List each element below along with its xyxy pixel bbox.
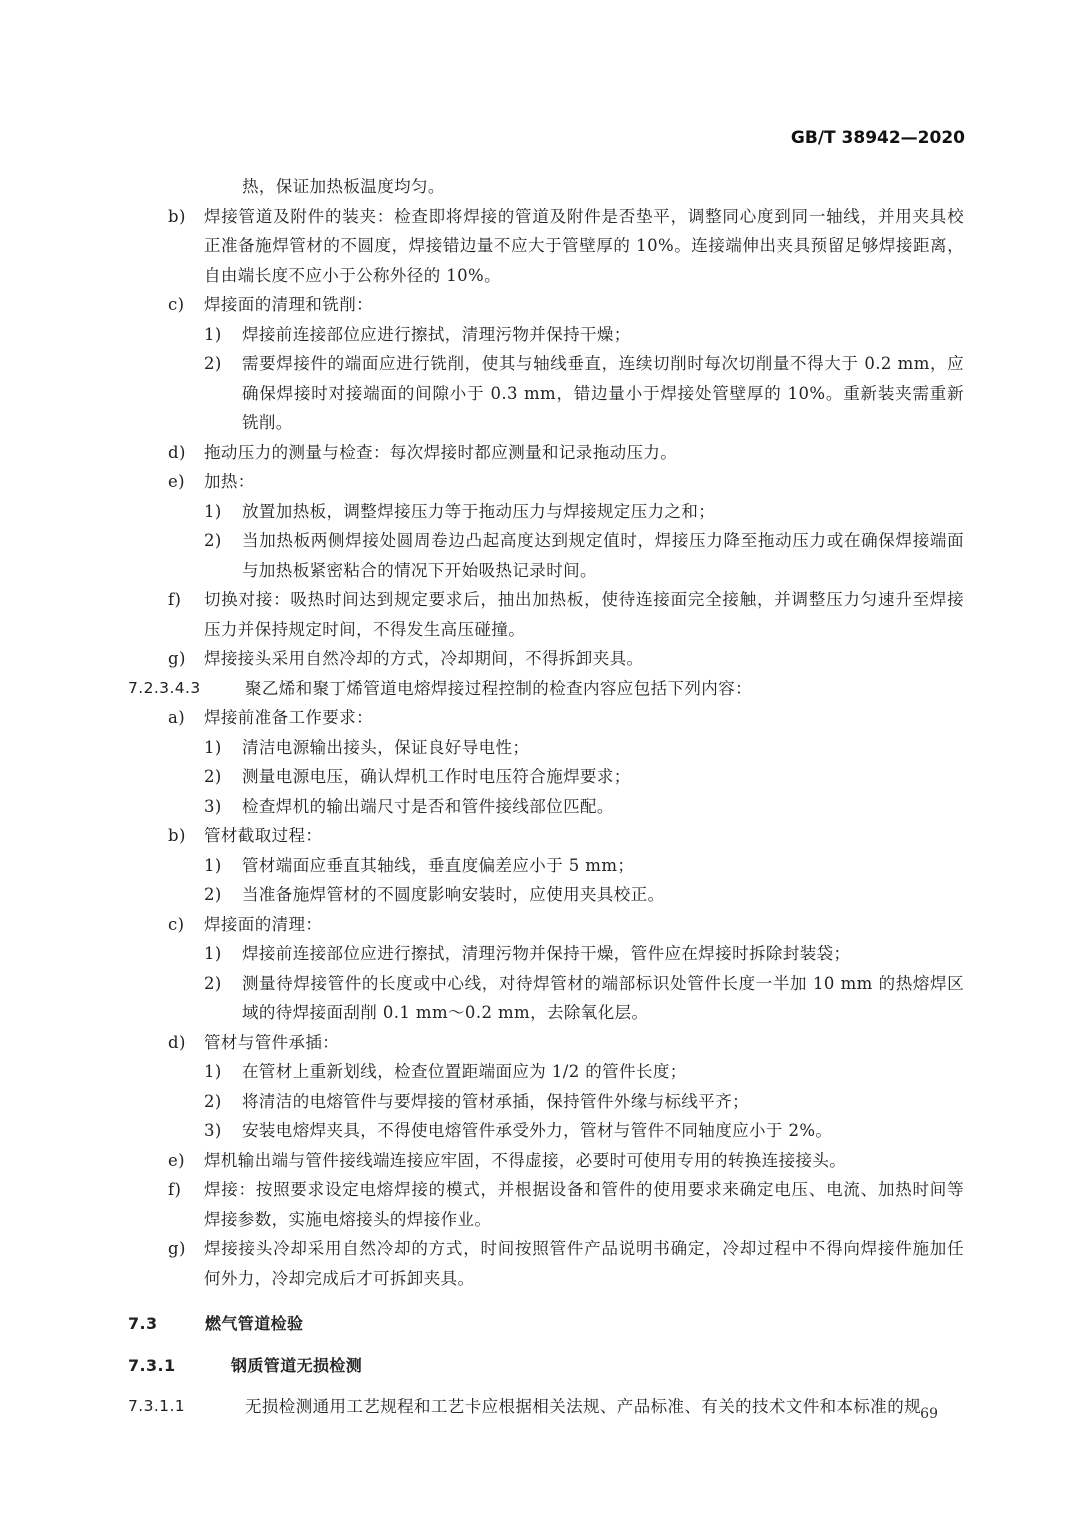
sub-list-item — [0, 733, 1080, 763]
item-text: 将清洁的电熔管件与要焊接的管材承插，保持管件外缘与标线平齐； — [242, 1091, 749, 1111]
item-number: 2) — [204, 885, 222, 904]
item-number: f) — [168, 590, 182, 609]
item-number: 2) — [204, 973, 222, 993]
sub-list-item — [0, 851, 1080, 881]
item-text: 安装电熔焊夹具，不得使电熔管件承受外力，管材与管件不同轴度应小于 2%。 — [242, 1121, 833, 1140]
item-number: 1) — [204, 501, 222, 521]
item-text: 焊接：按照要求设定电熔焊接的模式，并根据设备和管件的使用要求来确定电压、电流、加热时间等焊接参数，实施电熔接头的焊接作业。 — [204, 1180, 964, 1229]
item-number: f) — [168, 1180, 182, 1199]
item-text: 测量电源电压，确认焊机工作时电压符合施焊要求； — [242, 767, 631, 786]
item-text: 管材截取过程： — [204, 826, 323, 845]
list-item — [0, 438, 1080, 468]
item-text: 焊接接头冷却采用自然冷却的方式，时间按照管件产品说明书确定，冷却过程中不得向焊接件施加任何外力，冷却完成后才可拆卸夹具。 — [204, 1239, 964, 1288]
item-text: 焊接管道及附件的装夹：检查即将焊接的管道及附件是否垫平，调整同心度到同一轴线，并用夹具校正准备施焊管材的不圆度，焊接错边量不应大于管壁厚的 10%。连接端伸出夹具预留足够焊接距离，自由端长度不应小于公称外径的 10%。 — [204, 206, 964, 285]
list-item — [0, 910, 1080, 940]
item-number: 7.3.1.1 — [128, 1397, 186, 1415]
sub-list-item — [0, 762, 1080, 792]
item-number: g) — [168, 1239, 186, 1258]
item-number: 2) — [204, 354, 222, 373]
item-number: 2) — [204, 767, 222, 786]
item-number: b) — [168, 826, 186, 845]
item-number: c) — [168, 914, 185, 934]
list-item — [0, 703, 1080, 733]
item-text: 需要焊接件的端面应进行铣削，使其与轴线垂直，连续切削时每次切削量不得大于 0.2 mm，应确保焊接时对接端面的间隙小于 0.3 mm，错边量小于焊接处管壁厚的 10%。重新装夹需重新铣削。 — [242, 354, 964, 432]
item-text: 聚乙烯和聚丁烯管道电熔焊接过程控制的检查内容应包括下列内容： — [245, 678, 752, 698]
item-text: 管材与管件承插： — [204, 1032, 340, 1052]
standard-code: GB/T 38942—2020 — [790, 128, 965, 148]
list-item — [0, 821, 1080, 851]
item-text: 焊接接头采用自然冷却的方式，冷却期间，不得拆卸夹具。 — [204, 649, 644, 668]
item-number: 3) — [204, 1121, 222, 1140]
clause — [0, 674, 1080, 704]
sub-list-item — [0, 320, 1080, 350]
item-text: 焊接面的清理： — [204, 914, 323, 934]
item-text: 焊接前准备工作要求： — [204, 708, 373, 727]
item-text: 热，保证加热板温度均匀。 — [242, 177, 445, 196]
item-number: 1) — [204, 855, 222, 875]
item-number: b) — [168, 206, 186, 226]
item-number: d) — [168, 1032, 186, 1052]
list-item — [0, 202, 1080, 291]
item-number: 1) — [204, 1062, 222, 1081]
item-text: 焊接面的清理和铣削： — [204, 295, 373, 314]
document-body — [0, 172, 1080, 1422]
item-text: 放置加热板，调整焊接压力等于拖动压力与焊接规定压力之和； — [242, 501, 716, 521]
item-text: 切换对接：吸热时间达到规定要求后，抽出加热板，使待连接面完全接触，并调整压力匀速升至焊接压力并保持规定时间，不得发生高压碰撞。 — [204, 590, 964, 639]
list-item — [0, 467, 1080, 497]
sub-list-item — [0, 497, 1080, 527]
sub-list-item — [0, 1057, 1080, 1087]
list-item — [0, 1028, 1080, 1058]
item-number: 1) — [204, 944, 222, 963]
sub-list-item — [0, 349, 1080, 438]
item-text: 测量待焊接管件的长度或中心线，对待焊管材的端部标识处管件长度一半加 10 mm 的热熔焊区域的待焊接面刮削 0.1 mm～0.2 mm，去除氧化层。 — [242, 973, 964, 1022]
sub-list-item — [0, 1116, 1080, 1146]
item-number: c) — [168, 295, 185, 314]
clause — [0, 1392, 1080, 1422]
item-text: 钢质管道无损检测 — [231, 1355, 363, 1375]
item-text: 焊接前连接部位应进行擦拭，清理污物并保持干燥； — [242, 324, 631, 344]
item-number: 1) — [204, 737, 222, 757]
item-text: 在管材上重新划线，检查位置距端面应为 1/2 的管件长度； — [242, 1062, 687, 1081]
item-text: 拖动压力的测量与检查：每次焊接时都应测量和记录拖动压力。 — [204, 442, 678, 462]
item-number: d) — [168, 442, 186, 462]
page-number: 69 — [920, 1406, 938, 1422]
sub-list-item — [0, 880, 1080, 910]
sub-list-item — [0, 939, 1080, 969]
item-number: 7.3 — [128, 1314, 158, 1333]
item-text: 加热： — [204, 472, 255, 491]
item-text: 清洁电源输出接头，保证良好导电性； — [242, 737, 530, 757]
item-text: 检查焊机的输出端尺寸是否和管件接线部位匹配。 — [242, 796, 614, 816]
list-item — [0, 644, 1080, 674]
list-item — [0, 585, 1080, 644]
sub-list-item — [0, 969, 1080, 1028]
continuation-text — [0, 172, 1080, 202]
item-number: e) — [168, 1150, 186, 1170]
item-text: 燃气管道检验 — [205, 1314, 304, 1333]
item-text: 管材端面应垂直其轴线，垂直度偏差应小于 5 mm； — [242, 855, 635, 875]
item-text: 当准备施焊管材的不圆度影响安装时，应使用夹具校正。 — [242, 885, 665, 904]
item-text: 无损检测通用工艺规程和工艺卡应根据相关法规、产品标准、有关的技术文件和本标准的规 — [245, 1397, 921, 1416]
item-number: 2) — [204, 531, 222, 550]
item-number: a) — [168, 708, 186, 727]
item-number: e) — [168, 472, 186, 491]
sub-list-item — [0, 792, 1080, 822]
list-item — [0, 1234, 1080, 1293]
item-number: g) — [168, 649, 186, 668]
sub-list-item — [0, 1087, 1080, 1117]
item-number: 2) — [204, 1091, 222, 1111]
sub-list-item — [0, 526, 1080, 585]
item-number: 7.2.3.4.3 — [128, 678, 201, 697]
list-item — [0, 1175, 1080, 1234]
list-item — [0, 1146, 1080, 1176]
item-text: 当加热板两侧焊接处圆周卷边凸起高度达到规定值时，焊接压力降至拖动压力或在确保焊接端面与加热板紧密粘合的情况下开始吸热记录时间。 — [242, 531, 964, 580]
item-number: 3) — [204, 796, 222, 816]
item-number: 7.3.1 — [128, 1355, 176, 1375]
item-text: 焊接前连接部位应进行擦拭，清理污物并保持干燥，管件应在焊接时拆除封装袋； — [242, 944, 851, 963]
item-number: 1) — [204, 324, 222, 344]
subsection-heading — [0, 1351, 1080, 1381]
item-text: 焊机输出端与管件接线端连接应牢固，不得虚接，必要时可使用专用的转换连接接头。 — [204, 1150, 847, 1170]
list-item — [0, 290, 1080, 320]
section-heading — [0, 1309, 1080, 1339]
